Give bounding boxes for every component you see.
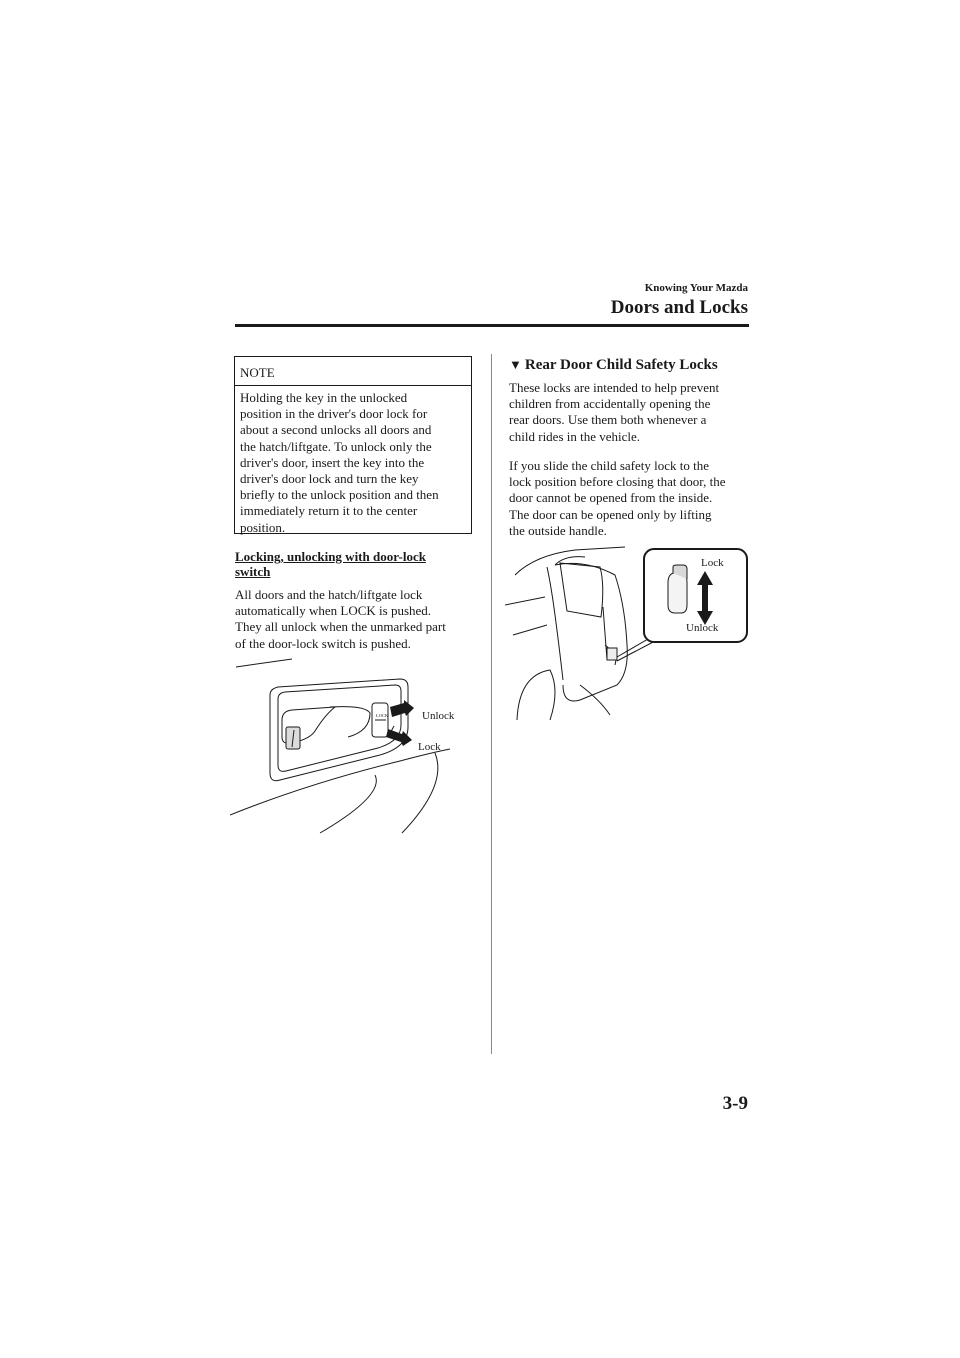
note-line: Holding the key in the unlocked [240, 390, 408, 405]
paragraph-line: rear doors. Use them both whenever a [509, 412, 707, 428]
lock-label: Lock [418, 741, 441, 753]
door-lock-switch-paragraph [235, 587, 485, 652]
paragraph-line: All doors and the hatch/liftgate lock [235, 587, 423, 602]
note-line: immediately return it to the center [240, 503, 418, 519]
subheading-line: switch [235, 564, 271, 579]
note-line: the hatch/liftgate. To unlock only the [240, 438, 432, 454]
note-title: NOTE [235, 357, 471, 386]
paragraph-line: The door can be opened only by lifting [509, 506, 712, 522]
paragraph-line: of the door-lock switch is pushed. [235, 635, 411, 651]
triangle-down-icon: ▼ [509, 357, 522, 372]
note-line: position in the driver's door lock for [240, 406, 428, 422]
note-line: briefly to the unlock position and then [240, 487, 439, 503]
paragraph-line: door cannot be opened from the inside. [509, 490, 713, 506]
child-locks-paragraph-1 [509, 380, 759, 445]
child-locks-paragraph-2 [509, 458, 759, 539]
subheading-line: Locking, unlocking with door-lock [235, 549, 426, 564]
door-lock-switch-subheading [235, 549, 475, 579]
note-line: driver's door, insert the key into the [240, 454, 425, 470]
column-divider [491, 354, 492, 1054]
paragraph-line: automatically when LOCK is pushed. [235, 603, 432, 619]
chapter-title: Knowing Your Mazda [644, 282, 748, 294]
paragraph-line: If you slide the child safety lock to the [509, 458, 710, 473]
unlock-label: Unlock [422, 710, 455, 722]
page-number: 3-9 [722, 1093, 748, 1114]
paragraph-line: children from accidentally opening the [509, 396, 711, 412]
child-safety-locks-heading [509, 357, 718, 374]
heading-text: Rear Door Child Safety Locks [524, 357, 718, 373]
section-title: Doors and Locks [610, 297, 748, 318]
header-rule [235, 324, 749, 327]
note-body [235, 386, 471, 536]
lock-label: Lock [701, 557, 724, 569]
unlock-label: Unlock [686, 622, 719, 634]
paragraph-line: the outside handle. [509, 522, 607, 538]
note-line: driver's door lock and turn the key [240, 471, 419, 487]
note-box [234, 356, 472, 534]
note-line: position. [240, 519, 286, 535]
door-lock-switch-figure [230, 655, 480, 840]
paragraph-line: child rides in the vehicle. [509, 428, 641, 444]
switch-lock-text: LOCK [376, 713, 389, 718]
paragraph-line: lock position before closing that door, the [509, 474, 726, 490]
paragraph-line: These locks are intended to help prevent [509, 380, 720, 395]
paragraph-line: They all unlock when the unmarked part [235, 619, 446, 635]
child-safety-lock-figure [505, 545, 755, 725]
note-line: about a second unlocks all doors and [240, 422, 432, 438]
